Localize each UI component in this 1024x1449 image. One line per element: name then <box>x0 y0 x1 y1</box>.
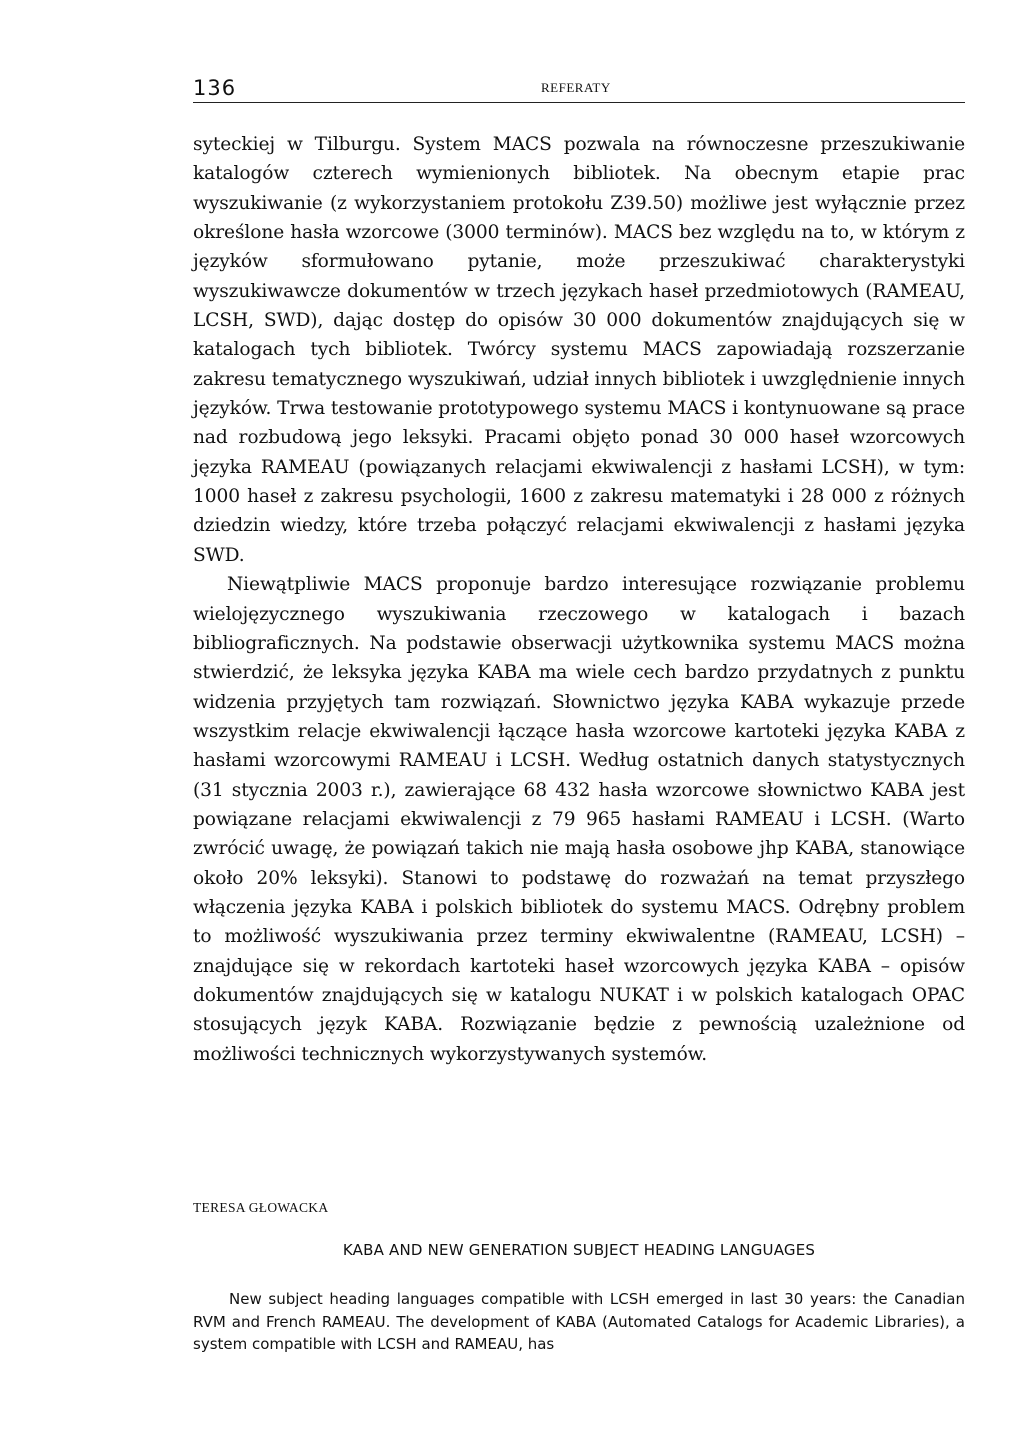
body-paragraph: Niewątpliwie MACS proponuje bardzo interesujące rozwiązanie problemu wielojęzycznego wyszukiwania rzeczowego w katalogach i bazach bibliograficznych. Na podstawie obserwacji użytkownika systemu MACS można stwierdzić, że leksyka języka KABA ma wiele cech bardzo przydatnych z punktu widzenia przyjętych tam rozwiązań. Słownictwo języka KABA wykazuje przede wszystkim relacje ekwiwalencji łączące hasła wzorcowe kartoteki języka KABA z hasłami wzorcowymi RAMEAU i LCSH. Według ostatnich danych statystycznych (31 stycznia 2003 r.), zawierające 68 432 hasła wzorcowe słownictwo KABA jest powiązane relacjami ekwiwalencji z 79 965 hasłami RAMEAU i LCSH. (Warto zwrócić uwagę, że powiązań takich nie mają hasła osobowe jhp KABA, stanowiące około 20% leksyki). Stanowi to podstawę do rozważań na temat przyszłego włączenia języka KABA i polskich bibliotek do systemu MACS. Odrębny problem to możliwość wyszukiwania przez terminy ekwiwalentne (RAMEAU, LCSH) – znajdujące się w rekordach kartoteki haseł wzorcowych języka KABA – opisów dokumentów znajdujących się w katalogu NUKAT i w polskich katalogach OPAC stosujących język KABA. Rozwiązanie będzie z pewnością uzależnione od możliwości technicznych wykorzystywanych systemów. <box>193 574 965 1065</box>
article-body <box>193 130 965 1069</box>
summary-author: TERESA GŁOWACKA <box>193 1200 329 1215</box>
running-title: REFERATY <box>541 80 611 95</box>
body-paragraph: syteckiej w Tilburgu. System MACS pozwala na równoczesne przeszukiwanie katalogów czterech wymienionych bibliotek. Na obecnym etapie prac wyszukiwanie (z wykorzystaniem protokołu Z39.50) możliwe jest wyłącznie przez określone hasła wzorcowe (3000 terminów). MACS bez względu na to, w którym z języków sformułowano pytanie, może przeszukiwać charakterystyki wyszukiwawcze dokumentów w trzech językach haseł przedmiotowych (RAMEAU, LCSH, SWD), dając dostęp do opisów 30 000 dokumentów znajdujących się w katalogach tych bibliotek. Twórcy systemu MACS zapowiadają rozszerzanie zakresu tematycznego wyszukiwań, udział innych bibliotek i uwzględnienie innych języków. Trwa testowanie prototypowego systemu MACS i kontynuowane są prace nad rozbudową jego leksyki. Pracami objęto ponad 30 000 haseł wzorcowych języka RAMEAU (powiązanych relacjami ekwiwalencji z hasłami LCSH), w tym: 1000 haseł z zakresu psychologii, 1600 z zakresu matematyki i 28 000 z różnych dziedzin wiedzy, które trzeba połączyć relacjami ekwiwalencji z hasłami języka SWD. <box>193 134 965 566</box>
running-head <box>193 76 965 103</box>
summary-title: KABA AND NEW GENERATION SUBJECT HEADING LANGUAGES <box>342 1241 816 1259</box>
summary-text: New subject heading languages compatible with LCSH emerged in last 30 years: the Canadian RVM and French RAMEAU. The development of KABA (Automated Catalogs for Academic Libraries), a system compatible with LCSH and RAMEAU, has <box>193 1290 965 1353</box>
page-number: 136 <box>193 76 237 100</box>
